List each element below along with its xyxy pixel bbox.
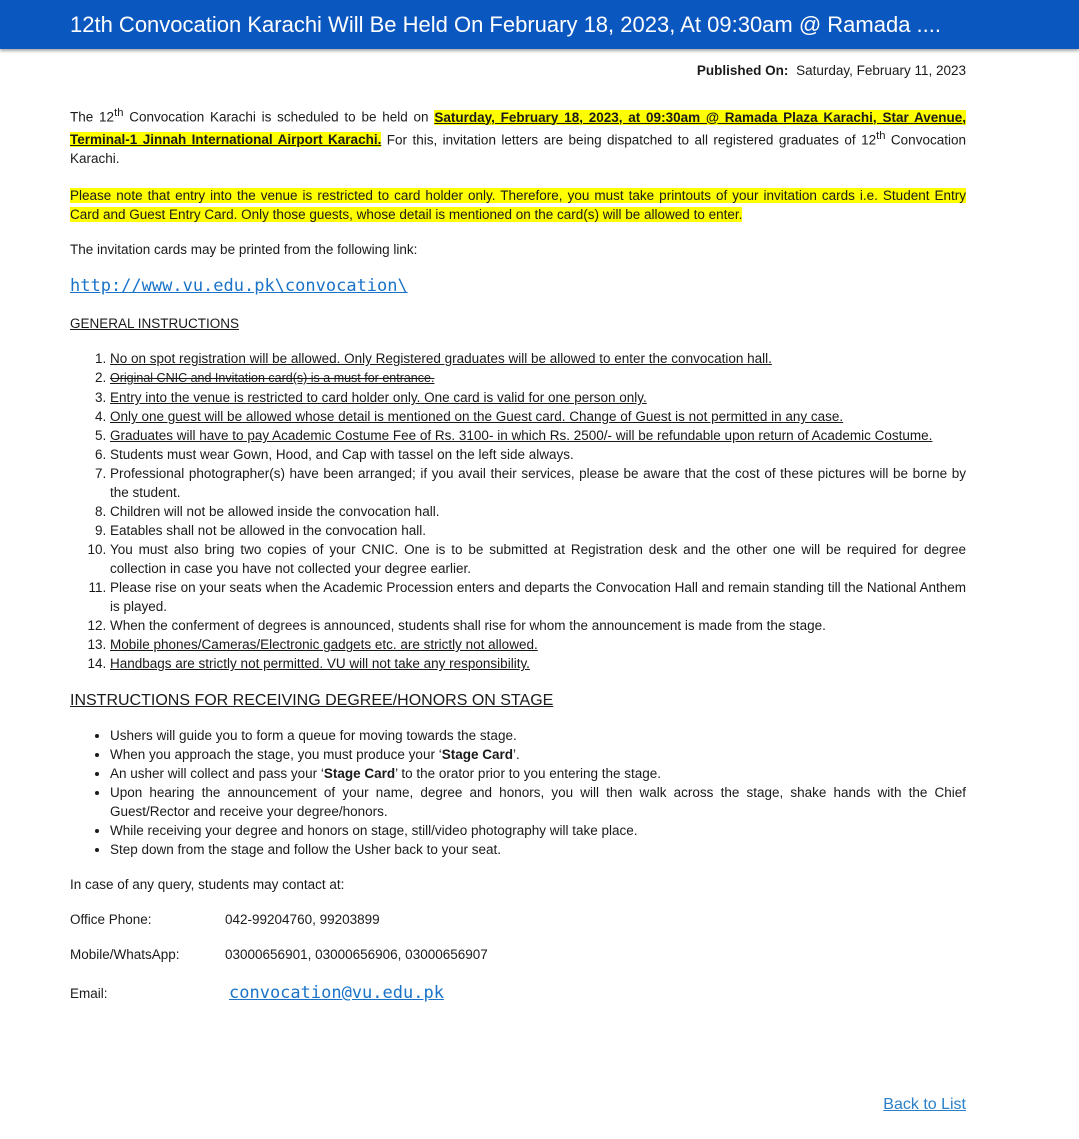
list-item-text: Original CNIC and Invitation card(s) is a must for entrance.: [110, 371, 435, 385]
mobile-label: Mobile/WhatsApp:: [70, 947, 180, 962]
list-item: [110, 578, 966, 616]
page-title: 12th Convocation Karachi Will Be Held On February 18, 2023, At 09:30am @ Ramada ....: [0, 0, 1079, 49]
list-item-text: When you approach the stage, you must produce your ‘: [110, 747, 442, 762]
list-item-text: ’ to the orator prior to you entering the stage.: [395, 766, 662, 781]
mobile-value: 03000656901, 03000656906, 03000656907: [225, 947, 488, 962]
stage-instructions-list: [70, 726, 966, 859]
list-item-text: Students must wear Gown, Hood, and Cap with tassel on the left side always.: [110, 447, 574, 462]
list-item: • Ushers will guide you to form a queue for moving towards the stage.: [110, 726, 966, 745]
stage-card-term: Stage Card: [441, 747, 513, 762]
list-item: [110, 502, 966, 521]
published-info: [70, 61, 966, 80]
list-item: • Step down from the stage and follow the Usher back to your seat.: [110, 840, 966, 859]
list-item: • While receiving your degree and honors on stage, still/video photography will take place.: [110, 821, 966, 840]
mobile-row: [70, 945, 966, 964]
ordinal-suffix: th: [876, 129, 886, 142]
list-item-text: When the conferment of degrees is announced, students shall rise for whom the announcement is made from the stage.: [110, 618, 826, 633]
office-phone-value: 042-99204760, 99203899: [225, 912, 380, 927]
office-phone-row: [70, 910, 966, 929]
invitation-link[interactable]: http://www.vu.edu.pk\convocation\: [70, 276, 408, 296]
intro-text: The 12: [70, 109, 115, 125]
email-row: [70, 984, 966, 1003]
list-item: [110, 426, 966, 445]
venue-highlight: Saturday, February 18, 2023, at 09:30am @ Ramada Plaza Karachi, Star Avenue, Terminal-1 Jinnah International Airport Karachi.: [70, 109, 966, 147]
list-item: [110, 764, 966, 783]
office-phone-label: Office Phone:: [70, 912, 152, 927]
list-item: [110, 540, 966, 578]
link-intro: The invitation cards may be printed from the following link:: [70, 242, 418, 257]
list-item: [110, 654, 966, 673]
published-label: Published On:: [696, 63, 789, 78]
list-item-text: Eatables shall not be allowed in the convocation hall.: [110, 523, 426, 538]
list-item-text: An usher will collect and pass your ‘: [110, 766, 324, 781]
query-text: In case of any query, students may contact at:: [70, 877, 345, 892]
email-link[interactable]: convocation@vu.edu.pk: [229, 983, 444, 1003]
published-date: Saturday, February 11, 2023: [796, 63, 966, 78]
email-label: Email:: [70, 986, 108, 1001]
general-instructions-list: [70, 349, 966, 673]
announcement-body: [70, 49, 966, 1003]
intro-text: Convocation Karachi is scheduled to be held on: [123, 109, 435, 125]
general-instructions-heading: GENERAL INSTRUCTIONS: [70, 316, 240, 331]
list-item: [110, 388, 966, 407]
list-item: [110, 464, 966, 502]
list-item-text: Please rise on your seats when the Academic Procession enters and departs the Convocation Hall and remain standing till the National Anthem is played.: [110, 580, 966, 614]
list-item-text: No on spot registration will be allowed. Only Registered graduates will be allowed to enter the convocation hall.: [110, 351, 772, 366]
back-to-list-link[interactable]: Back to List: [883, 1096, 966, 1113]
list-item-text: Professional photographer(s) have been arranged; if you avail their services, please be aware that the cost of these pictures will be borne by the student.: [110, 466, 966, 500]
list-item-text: Graduates will have to pay Academic Costume Fee of Rs. 3100- in which Rs. 2500/- will be refundable upon return of Academic Costume.: [110, 428, 933, 443]
list-item: • Upon hearing the announcement of your name, degree and honors, you will then walk across the stage, shake hands with the Chief Guest/Rector and receive your degree/honors.: [110, 783, 966, 821]
stage-instructions-heading: INSTRUCTIONS FOR RECEIVING DEGREE/HONORS ON STAGE: [70, 692, 554, 709]
intro-text: For this, invitation letters are being dispatched to all registered graduates of 12: [381, 132, 877, 147]
list-item: [110, 745, 966, 764]
intro-text: Convocation Karachi.: [70, 132, 966, 166]
intro-paragraph: [70, 104, 966, 168]
list-item: [110, 407, 966, 426]
list-item-text: Only one guest will be allowed whose detail is mentioned on the Guest card. Change of Guest is not permitted in any case.: [110, 409, 844, 424]
list-item: [110, 635, 966, 654]
list-item-text: Mobile phones/Cameras/Electronic gadgets etc. are strictly not allowed.: [110, 637, 538, 652]
list-item-text: Children will not be allowed inside the convocation hall.: [110, 504, 440, 519]
list-item-text: ’.: [512, 747, 520, 762]
list-item-text: You must also bring two copies of your CNIC. One is to be submitted at Registration desk and the other one will be required for degree collection in case you have not collected your degree earlier.: [110, 542, 966, 576]
list-item: [110, 445, 966, 464]
entry-note-text: Please note that entry into the venue is restricted to card holder only. Therefore, you must take printouts of your invitation cards i.e. Student Entry Card and Guest Entry Card. Only those guests, whose detail is mentioned on the card(s) will be allowed to enter.: [70, 188, 966, 222]
stage-card-term: Stage Card: [323, 766, 396, 781]
list-item: [110, 521, 966, 540]
list-item: [110, 368, 966, 388]
ordinal-suffix: th: [114, 107, 124, 119]
list-item-text: Entry into the venue is restricted to card holder only. One card is valid for one person only.: [110, 390, 647, 405]
list-item-text: Handbags are strictly not permitted. VU will not take any responsibility.: [110, 656, 530, 671]
list-item: [110, 349, 966, 368]
entry-note: [70, 186, 966, 224]
list-item: [110, 616, 966, 635]
